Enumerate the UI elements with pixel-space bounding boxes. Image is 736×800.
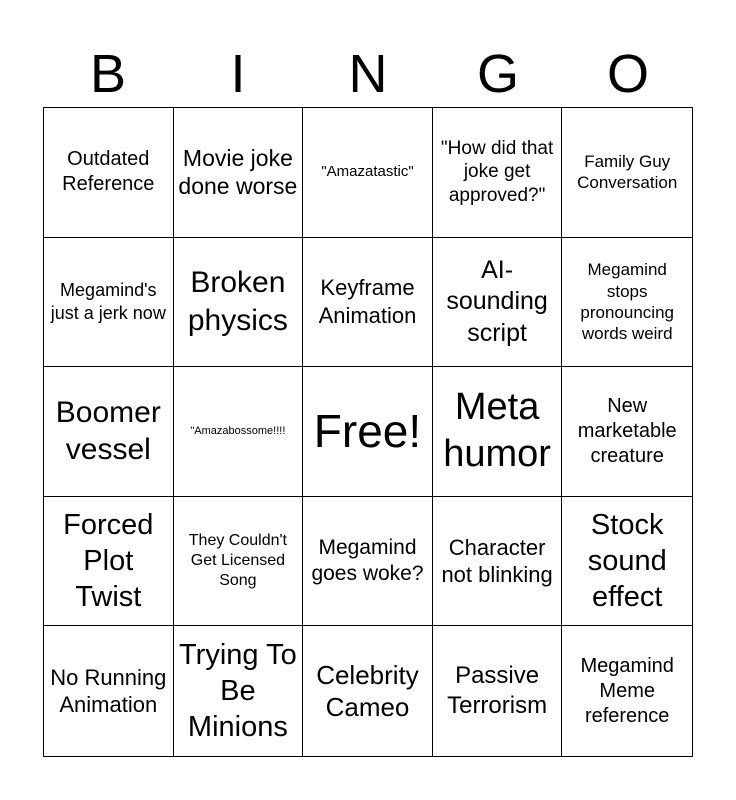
bingo-board <box>43 107 693 757</box>
bingo-letter-n: N <box>348 44 388 104</box>
free-space-label: Free! <box>313 404 422 457</box>
bingo-free-cell[interactable] <box>303 367 433 497</box>
cell-label: Passive Terrorism <box>447 662 548 720</box>
cell-label: "Amazabossome!!!! <box>190 424 286 437</box>
bingo-cell[interactable] <box>174 238 304 368</box>
cell-label: Outdated Reference <box>62 148 155 196</box>
bingo-cell[interactable] <box>433 238 563 368</box>
cell-label: Family Guy Conversation <box>577 152 678 193</box>
bingo-cell[interactable] <box>174 367 304 497</box>
bingo-cell[interactable] <box>44 108 174 238</box>
cell-label: They Couldn't Get Licensed Song <box>188 532 287 590</box>
bingo-cell[interactable] <box>44 497 174 627</box>
bingo-letter-o: O <box>606 44 649 104</box>
cell-label: Megamind's just a jerk now <box>50 280 166 323</box>
cell-label: Megamind Meme reference <box>580 654 674 727</box>
cell-label: "How did that joke get approved?" <box>440 137 554 207</box>
bingo-cell[interactable] <box>174 108 304 238</box>
bingo-cell[interactable] <box>433 626 563 756</box>
cell-label: Character not blinking <box>441 534 553 588</box>
bingo-cell[interactable] <box>433 108 563 238</box>
cell-label: Boomer vessel <box>55 395 161 467</box>
bingo-cell[interactable] <box>303 238 433 368</box>
bingo-cell[interactable] <box>44 238 174 368</box>
bingo-cell[interactable] <box>303 108 433 238</box>
cell-label: Megamind goes woke? <box>311 535 424 586</box>
cell-label: Stock sound effect <box>587 508 667 614</box>
bingo-cell[interactable] <box>562 626 692 756</box>
bingo-cell[interactable] <box>174 497 304 627</box>
cell-label: AI-sounding script <box>446 256 548 347</box>
bingo-cell[interactable] <box>174 626 304 756</box>
cell-label: New marketable creature <box>577 394 677 467</box>
bingo-cell[interactable] <box>562 367 692 497</box>
bingo-cell[interactable] <box>303 626 433 756</box>
bingo-cell[interactable] <box>433 367 563 497</box>
bingo-letter-b: B <box>89 44 127 104</box>
bingo-cell[interactable] <box>44 367 174 497</box>
cell-label: Forced Plot Twist <box>63 508 154 614</box>
bingo-letter-g: G <box>476 44 519 104</box>
bingo-cell[interactable] <box>562 108 692 238</box>
cell-label: Megamind stops pronouncing words weird <box>580 260 674 344</box>
bingo-header <box>43 40 693 108</box>
bingo-cell[interactable] <box>303 497 433 627</box>
cell-label: Broken physics <box>187 266 288 337</box>
bingo-cell[interactable] <box>44 626 174 756</box>
cell-label: Meta humor <box>443 385 551 476</box>
cell-label: Trying To Be Minions <box>179 638 297 744</box>
cell-label: Keyframe Animation <box>318 275 417 328</box>
bingo-cell[interactable] <box>562 238 692 368</box>
bingo-cell[interactable] <box>433 497 563 627</box>
cell-label: Movie joke done worse <box>178 144 298 200</box>
bingo-cell[interactable] <box>562 497 692 627</box>
cell-label: "Amazatastic" <box>321 162 414 180</box>
bingo-letter-i: I <box>230 44 246 104</box>
cell-label: No Running Animation <box>50 664 167 718</box>
cell-label: Celebrity Cameo <box>316 659 419 723</box>
